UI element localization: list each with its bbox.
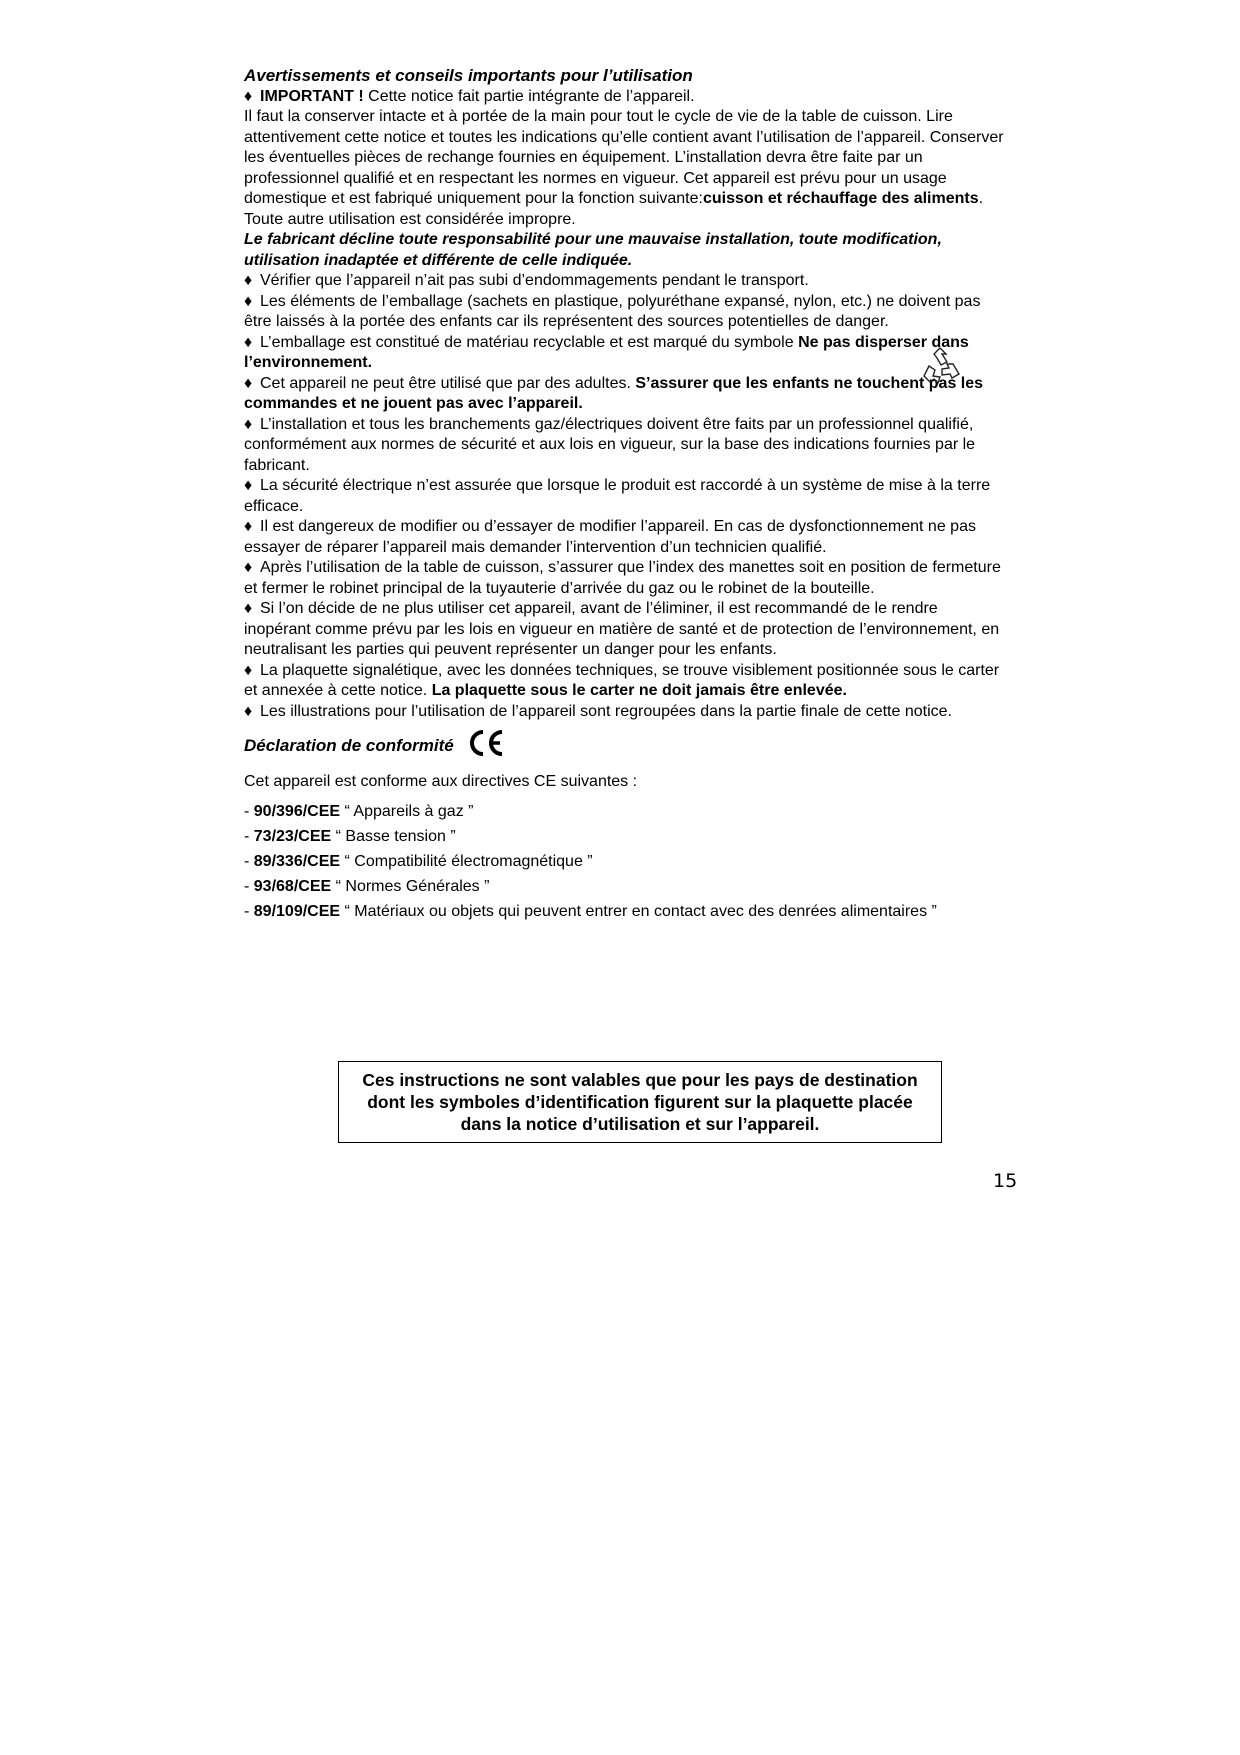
bullet-item-adults (244, 374, 1004, 415)
directive-desc: “ Matériaux ou objets qui peuvent entrer en contact avec des denrées alimentaires ” (340, 902, 937, 920)
directive-item (244, 802, 1004, 823)
directive-item (244, 902, 1004, 923)
directive-prefix: - (244, 827, 254, 845)
bullet-item-electrical-safety (244, 476, 1004, 517)
bullet-text: Si l’on décide de ne plus utiliser cet appareil, avant de l’éliminer, il est recommandé de le rendre inopérant comme prévu par les lois en vigueur en matière de santé et de protection de l’environnement, en neutralisant les parties qui peuvent représenter un danger pour les enfants. (244, 600, 1000, 658)
directive-code: 90/396/CEE (253, 802, 341, 820)
bullet-bold-text: Ne pas disperser dans l’environnement. (244, 333, 969, 371)
directive-item (244, 827, 1004, 848)
section-heading: Avertissements et conseils importants pour l’utilisation (244, 66, 693, 85)
bullet-diamond: ♦ (244, 477, 253, 494)
recycle-icon (920, 346, 964, 391)
directive-prefix: - (244, 852, 254, 870)
bullet-bold-text: La plaquette sous le carter ne doit jamais être enlevée. (431, 682, 847, 699)
bullet-diamond: ♦ (244, 661, 253, 679)
bullet-text: Il est dangereux de modifier ou d’essayer de modifier l’appareil. En cas de dysfonctionnement ne pas essayer de réparer l’appareil mais demander l’intervention d’un technicien qualifié. (244, 518, 976, 556)
bullet-diamond: ♦ (244, 333, 253, 351)
bullet-diamond: ♦ (244, 559, 253, 576)
bullet-text: Les éléments de l’emballage (sachets en plastique, polyuréthane expansé, nylon, etc.) ne doivent pas être laissés à la portée des enfants car ils représentent des sources potentielles de danger. (244, 292, 981, 330)
bullet-item-illustrations (244, 702, 1004, 723)
directive-code: 89/109/CEE (253, 902, 341, 920)
bullet-text: Vérifier que l’appareil n’ait pas subi d’endommagements pendant le transport. (260, 272, 809, 289)
directive-code: 93/68/CEE (253, 877, 332, 895)
bullet-item-disposal (244, 599, 1004, 661)
bullet-item-recycling (244, 333, 1004, 374)
directive-code: 73/23/CEE (253, 827, 332, 845)
intro-text-end: . Toute autre utilisation est considérée impropre. (244, 190, 984, 228)
important-paragraph (244, 87, 1004, 108)
bullet-text: Cet appareil ne peut être utilisé que par des adultes. (260, 374, 636, 392)
bullet-diamond: ♦ (244, 374, 253, 392)
directive-desc: “ Basse tension ” (331, 827, 456, 845)
intro-paragraph (244, 107, 1004, 230)
country-notice-box: Ces instructions ne sont valables que pour les pays de destination dont les symboles d’identification figurent sur la plaquette placée dans la notice d’utilisation et sur l’appareil. (338, 1061, 942, 1143)
directive-item (244, 877, 1004, 898)
directive-desc: “ Appareils à gaz ” (340, 802, 474, 820)
important-label: IMPORTANT ! (260, 87, 364, 105)
directive-prefix: - (244, 877, 254, 895)
directive-prefix: - (244, 802, 254, 820)
bullet-item-modification (244, 517, 1004, 558)
bullet-item-rating-plate (244, 661, 1004, 702)
conformity-title: Déclaration de conformité (244, 735, 454, 755)
bullet-diamond: ♦ (244, 415, 253, 433)
directive-prefix: - (244, 902, 254, 920)
directive-code: 89/336/CEE (253, 852, 341, 870)
bullet-text: La plaquette signalétique, avec les données techniques, se trouve visiblement positionnée sous le carter et annexée à cette notice. (244, 661, 1000, 699)
directive-desc: “ Compatibilité électromagnétique ” (340, 852, 593, 870)
bullet-text: Les illustrations pour l’utilisation de l’appareil sont regroupées dans la partie finale de cette notice. (260, 702, 952, 720)
bullet-text: La sécurité électrique n’est assurée que lorsque le produit est raccordé à un système de mise à la terre efficace. (244, 477, 991, 515)
bullet-item-transport (244, 271, 1004, 292)
directive-desc: “ Normes Générales ” (331, 877, 490, 895)
bullet-text: Après l’utilisation de la table de cuisson, s’assurer que l’index des manettes soit en position de fermeture et fermer le robinet principal de la tuyauterie d’arrivée du gaz ou le robinet de la bouteille. (244, 559, 1001, 597)
bullet-bold-text: S’assurer que les enfants ne touchent pas les commandes et ne jouent pas avec l’appareil. (244, 374, 984, 412)
bullet-text: L’emballage est constitué de matériau recyclable et est marqué du symbole (260, 333, 799, 351)
intro-bold-text: cuisson et réchauffage des aliments (702, 190, 979, 207)
bullet-diamond: ♦ (244, 87, 253, 105)
intro-text: Il faut la conserver intacte et à portée de la main pour tout le cycle de vie de la table de cuisson. Lire attentivement cette notice et toutes les indications qu’elle contient avant l’utilisation de l’appareil. Conserver les éventuelles pièces de rechange fournies en équipement. L’installation devra être faite par un professionnel qualifié et en respectant les normes en vigueur. Cet appareil est prévu pour un usage domestique et est fabriqué uniquement pour la fonction suivante: (244, 108, 1004, 207)
bullet-diamond: ♦ (244, 702, 253, 720)
bullet-item-packaging (244, 292, 1004, 333)
directive-item (244, 852, 1004, 873)
bullet-text: L’installation et tous les branchements gaz/électriques doivent être faits par un professionnel qualifié, conformément aux normes de sécurité et aux lois en vigueur, sur la base des indications fournies par le fabricant. (244, 415, 976, 474)
disclaimer: Le fabricant décline toute responsabilité pour une mauvaise installation, toute modification, utilisation inadaptée et différente de celle indiquée. (244, 231, 942, 269)
conformity-heading (244, 730, 1004, 762)
bullet-item-installation (244, 415, 1004, 477)
bullet-diamond: ♦ (244, 518, 253, 535)
bullet-diamond: ♦ (244, 272, 253, 289)
bullet-diamond: ♦ (244, 600, 253, 617)
document-body (244, 66, 1004, 927)
conformity-intro: Cet appareil est conforme aux directives CE suivantes : (244, 773, 638, 790)
important-text: Cette notice fait partie intégrante de l’appareil. (363, 87, 695, 105)
page-number: 15 (993, 1170, 1018, 1192)
bullet-item-after-use (244, 558, 1004, 599)
bullet-diamond: ♦ (244, 292, 253, 310)
ce-mark-icon (468, 728, 506, 765)
